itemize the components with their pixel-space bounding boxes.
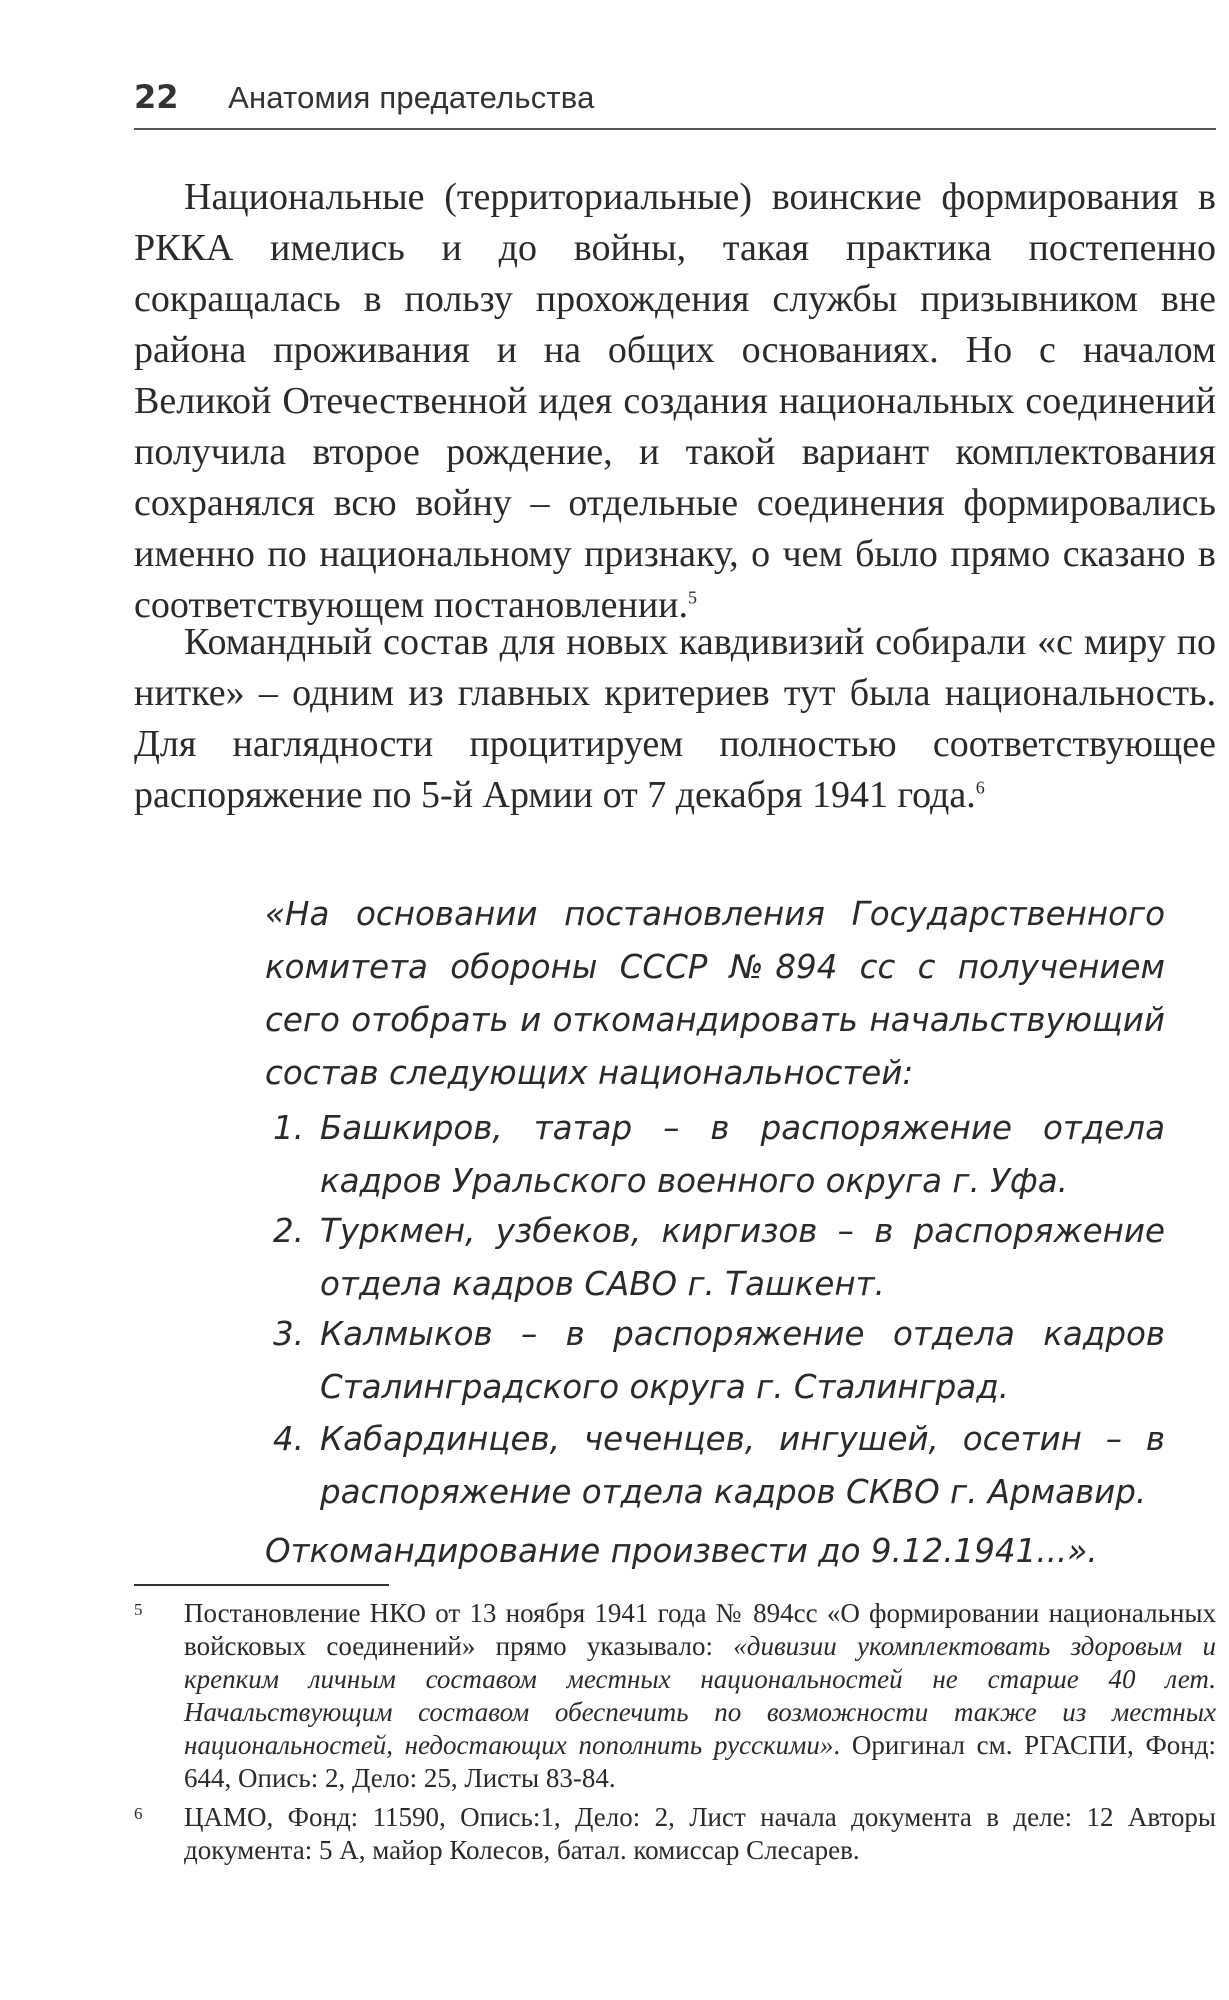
quote-list — [265, 1102, 1165, 1516]
footnote-mark: 6 — [134, 1804, 143, 1823]
quote-item-number: 1. — [273, 1109, 305, 1147]
footnote-source: . Оригинал см. РГАСПИ, Фонд: 644, Опись: 2, Дело: 25, Листы 83-84. — [184, 1730, 1216, 1793]
body-paragraph-2 — [134, 617, 1216, 821]
book-title: Анатомия предательства — [228, 80, 595, 115]
quote-list-item — [265, 1102, 1165, 1205]
footnote-body: ЦАМО, Фонд: 11590, Опись:1, Дело: 2, Лист начала документа в деле: 12 Авторы документа: 5 А, майор Колесов, батал. комиссар Слесарев. — [184, 1802, 1216, 1865]
quote-item-text: Калмыков – в распоряжение отдела кадров Сталинградского округа г. Сталинград. — [320, 1315, 1165, 1406]
quote-item-text: Туркмен, узбеков, киргизов – в распоряжение отдела кадров САВО г. Ташкент. — [320, 1212, 1165, 1303]
quote-list-item — [265, 1413, 1165, 1516]
quote-intro: «На основании постановления Государственного комитета обороны СССР №894 сс с получением сего отобрать и откомандировать начальствующий состав следующих национальностей: — [265, 895, 1165, 1092]
running-head — [134, 78, 595, 116]
quote-closing: Откомандирование произвести до 9.12.1941...». — [265, 1532, 1098, 1570]
paragraph-1-text: Национальные (территориальные) воинские формирования в РККА имелись и до войны, такая практика постепенно сокращалась в пользу прохождения службы призывником вне района проживания и на общих основаниях. Но с началом Великой Отечественной идея создания национальных соединений получила второе рождение, и такой вариант комплектования сохранялся всю войну – отдельные соединения формировались именно по национальному признаку, о чем было прямо сказано в соответствующем постановлении. — [134, 176, 1216, 626]
footnote-5 — [134, 1597, 1216, 1795]
footnote-6 — [134, 1801, 1216, 1867]
footnote-text: Постановление НКО от 13 ноября 1941 года № 894сс «О формировании национальных войсковых соединений» прямо указывало: — [184, 1598, 1216, 1661]
quote-list-item — [265, 1205, 1165, 1308]
footnote-quote: «дивизии укомплектовать здоровым и крепким личным составом местных национальностей не старше 40 лет. Начальствующим составом обеспечить по возможности также из местных национальностей, недостающих пополнить русскими» — [184, 1631, 1216, 1760]
body-paragraph-1 — [134, 172, 1216, 631]
header-rule — [134, 128, 1216, 130]
quote-item-text: Башкиров, татар – в распоряжение отдела кадров Уральского военного округа г. Уфа. — [320, 1109, 1165, 1200]
quote-item-text: Кабардинцев, чеченцев, ингушей, осетин – в распоряжение отдела кадров СКВО г. Армавир. — [320, 1420, 1165, 1511]
paragraph-2-text: Командный состав для новых кавдивизий собирали «с миру по нитке» – одним из главных критериев тут была национальность. Для наглядности процитируем полностью соответствующее распоряжение по 5-й Армии от 7 декабря 1941 года. — [134, 621, 1216, 816]
footnote-ref-6: 6 — [975, 777, 985, 798]
footnote-body — [184, 1597, 1216, 1795]
quote-item-number: 4. — [273, 1420, 305, 1458]
page-number: 22 — [134, 78, 179, 116]
footnote-ref-5: 5 — [688, 587, 698, 608]
quote-list-item — [265, 1308, 1165, 1413]
quote-item-number: 2. — [273, 1212, 305, 1250]
footnote-mark: 5 — [134, 1600, 143, 1619]
quote-item-number: 3. — [273, 1315, 305, 1353]
footnote-rule — [134, 1584, 389, 1586]
